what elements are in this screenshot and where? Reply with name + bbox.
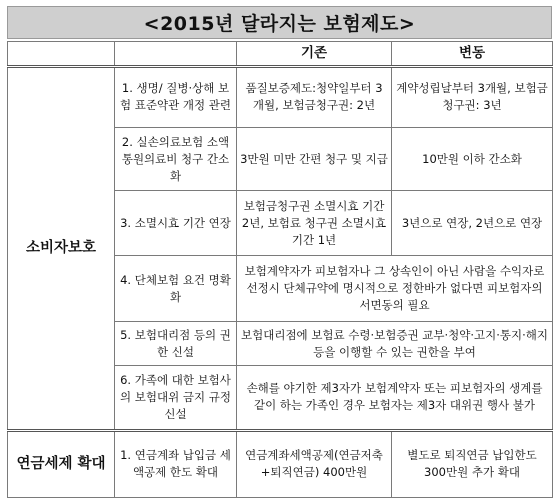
merged-cell: 보험대리점에 보험료 수령·보험증권 교부·청약·고지·통지·해지 등을 이행할 수 있는 권한을 부여 (237, 321, 553, 366)
before-cell: 품질보증제도:청약일부터 3개월, 보험금청구권: 2년 (237, 66, 392, 127)
header-item (115, 42, 237, 67)
item-cell: 1. 연금계좌 납입금 세액공제 한도 확대 (115, 430, 237, 497)
before-cell: 보험금청구권 소멸시효 기간 2년, 보험료 청구권 소멸시효 기간 1년 (237, 191, 392, 256)
insurance-changes-table (7, 41, 553, 498)
item-cell: 6. 가족에 대한 보험사의 보험대위 금지 규정 신설 (115, 366, 237, 430)
item-cell: 3. 소멸시효 기간 연장 (115, 191, 237, 256)
after-cell: 별도로 퇴직연금 납입한도 300만원 추가 확대 (392, 430, 553, 497)
header-after: 변동 (392, 42, 553, 67)
after-cell: 3년으로 연장, 2년으로 연장 (392, 191, 553, 256)
header-row (8, 42, 553, 67)
header-before: 기존 (237, 42, 392, 67)
before-cell: 3만원 미만 간편 청구 및 지급 (237, 128, 392, 191)
category-cell: 연금세제 확대 (8, 430, 115, 497)
item-cell: 4. 단체보험 요건 명확화 (115, 256, 237, 321)
after-cell: 10만원 이하 간소화 (392, 128, 553, 191)
header-category (8, 42, 115, 67)
merged-cell: 손해를 야기한 제3자가 보험계약자 또는 피보험자의 생계를 같이 하는 가족인 경우 보험자는 제3자 대위권 행사 불가 (237, 366, 553, 430)
item-cell: 2. 실손의료보험 소액통원의료비 청구 간소화 (115, 128, 237, 191)
merged-cell: 보험계약자가 피보험자나 그 상속인이 아닌 사람을 수익자로 선정시 단체규약에 명시적으로 정한바가 없다면 피보험자의 서면동의 필요 (237, 256, 553, 321)
category-cell: 소비자보호 (8, 66, 115, 430)
item-cell: 5. 보험대리점 등의 권한 신설 (115, 321, 237, 366)
after-cell: 계약성립날부터 3개월, 보험금 청구권: 3년 (392, 66, 553, 127)
table-row (8, 66, 553, 127)
before-cell: 연금계좌세액공제(연금저축+퇴직연금) 400만원 (237, 430, 392, 497)
table-row (8, 430, 553, 497)
item-cell: 1. 생명/ 질병·상해 보험 표준약관 개정 관련 (115, 66, 237, 127)
page-title: <2015년 달라지는 보험제도> (7, 6, 552, 39)
